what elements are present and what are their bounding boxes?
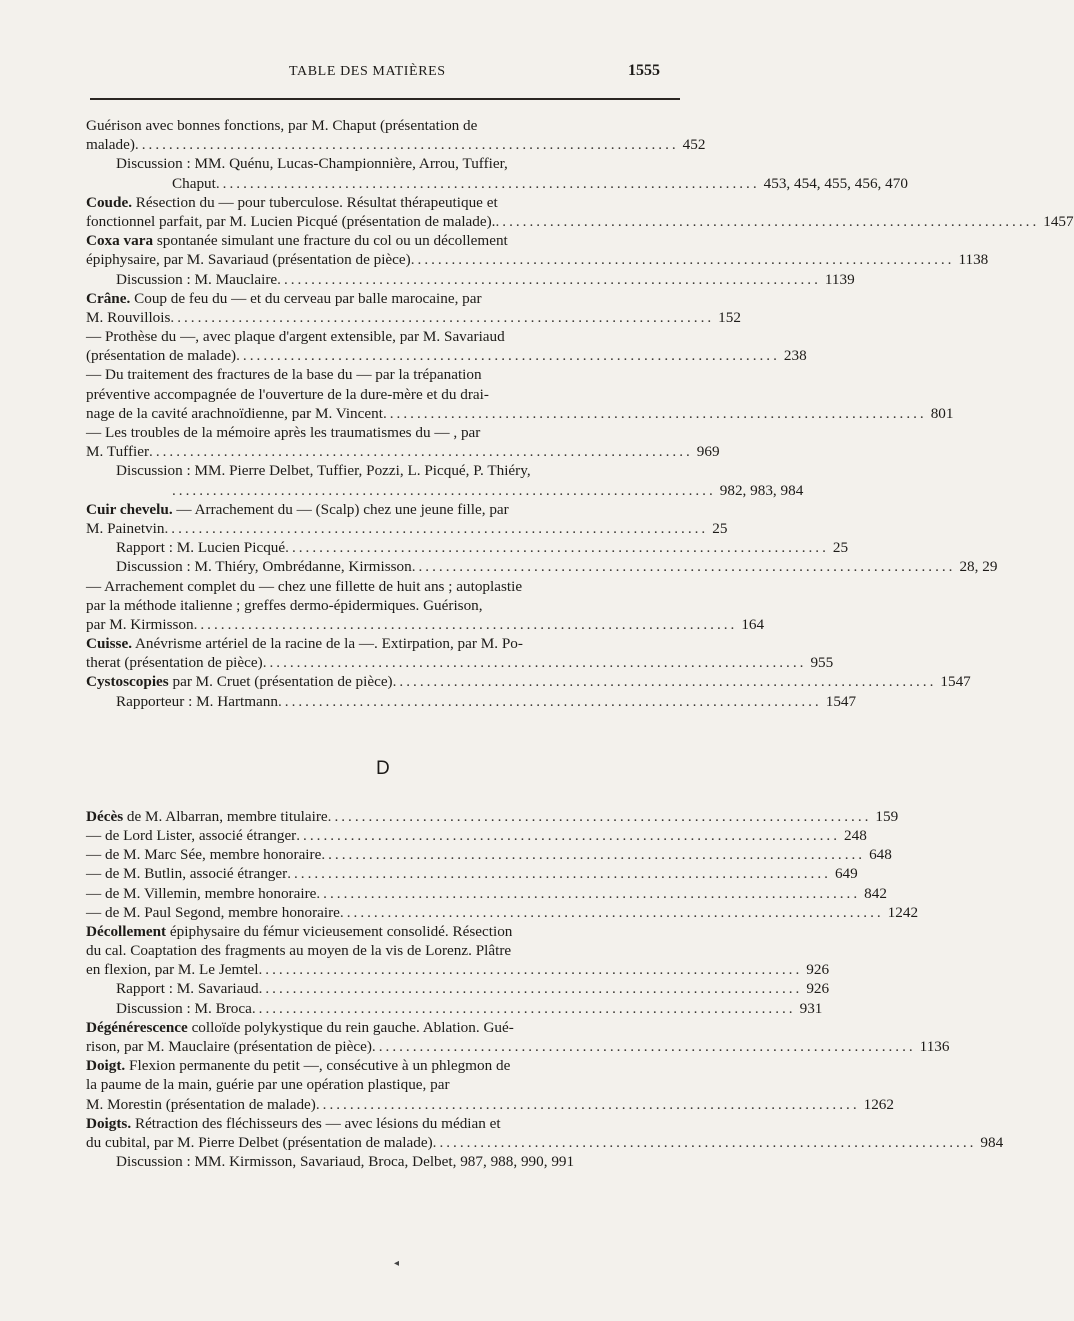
dot-leader: ................................................................................ (170, 308, 715, 326)
dot-leader: ................................................................................ (296, 826, 840, 844)
index-entry-line (86, 557, 998, 576)
entry-text: Décollement épiphysaire du fémur vicieusement consolidé. Résection (86, 922, 513, 940)
index-entry-line (86, 289, 686, 308)
entry-text: Discussion : M. Thiéry, Ombrédanne, Kirmisson (116, 558, 412, 576)
index-entry-line (86, 135, 706, 154)
entry-text: rison, par M. Mauclaire (présentation de pièce) (86, 1038, 372, 1055)
index-entry-line (86, 979, 830, 998)
entry-text: épiphysaire, par M. Savariaud (présentation de pièce) (86, 251, 411, 269)
page-reference: 969 (696, 443, 720, 461)
dot-leader: ................................................................................ (321, 846, 866, 864)
page-reference: 1138 (958, 251, 989, 269)
page-reference: 931 (799, 999, 823, 1017)
page-reference: 238 (783, 347, 807, 365)
index-entry-line (86, 864, 858, 883)
entry-text: M. Painetvin (86, 519, 165, 537)
index-entry-line (86, 999, 823, 1018)
page-reference: 1139 (824, 270, 855, 288)
section-gap (86, 711, 686, 730)
index-entry-line (86, 327, 686, 346)
page-reference: 1242 (887, 903, 919, 921)
page-number: 1555 (628, 62, 660, 79)
index-entry-line (86, 672, 971, 691)
index-entry-line (86, 308, 741, 327)
page-reference: 926 (806, 980, 830, 998)
page-reference: 842 (864, 884, 887, 902)
index-entry-line (86, 653, 834, 672)
entry-text: Discussion : MM. Pierre Delbet, Tuffier, Pozzi, L. Picqué, P. Thiéry, (116, 462, 531, 480)
entry-text: — Du traitement des fractures de la base du — par la trépanation (86, 366, 482, 384)
entry-text: — Arrachement complet du — chez une fillette de huit ans ; autoplastie (86, 577, 523, 595)
page-reference: 453, 454, 455, 456, 470 (763, 174, 908, 192)
entry-text: du cal. Coaptation des fragments au moyen de la vis de Lorenz. Plâtre (86, 942, 512, 960)
index-entry-line (86, 577, 686, 596)
dot-leader: ................................................................................ (432, 1133, 977, 1151)
index-entry-line (86, 1095, 894, 1114)
entry-text: Chaput (172, 174, 216, 192)
page-reference: 452 (682, 136, 706, 154)
entry-text: Décès de M. Albarran, membre titulaire (86, 807, 328, 825)
section-letter: D (376, 758, 390, 779)
index-entry-line (86, 941, 686, 960)
dot-leader: ................................................................................ (262, 654, 807, 672)
dot-leader: ................................................................................ (410, 251, 955, 269)
index-entry-line (86, 212, 1074, 231)
entry-text: nage de la cavité arachnoïdienne, par M. Vincent (86, 404, 383, 422)
entry-text: Doigt. Flexion permanente du petit —, consécutive à un phlegmon de (86, 1057, 511, 1075)
entry-text: Cuisse. Anévrisme artériel de la racine de la —. Extirpation, par M. Po- (86, 635, 523, 653)
index-entry-line (86, 385, 686, 404)
entry-text: par M. Kirmisson (86, 615, 194, 633)
dot-leader: ................................................................................ (258, 961, 803, 979)
index-entry-line (86, 538, 849, 557)
dot-leader: ................................................................................ (339, 903, 884, 921)
page-reference: 25 (712, 519, 728, 537)
entry-text: du cubital, par M. Pierre Delbet (présentation de malade) (86, 1133, 433, 1151)
entry-text: M. Rouvillois (86, 308, 171, 326)
index-entry-line (86, 1152, 686, 1171)
dot-leader: ................................................................................ (164, 519, 709, 537)
index-entry-line (86, 1114, 686, 1133)
dot-leader: ................................................................................ (327, 807, 872, 825)
entry-text: Doigts. Rétraction des fléchisseurs des — avec lésions du médian et (86, 1114, 501, 1132)
dot-leader: ................................................................................ (149, 443, 693, 461)
index-entry-line (86, 423, 686, 442)
entry-text: la paume de la main, guérie par une opération plastique, par (86, 1076, 450, 1094)
dot-leader: ................................................................................ (134, 136, 679, 154)
dot-leader: ................................................................................ (285, 539, 829, 557)
index-entry-line (86, 596, 686, 615)
index-entry-line (86, 1018, 686, 1037)
dot-leader: ................................................................................ (258, 980, 803, 998)
index-entry-line (86, 634, 686, 653)
footer-mark: ◂ (394, 1258, 400, 1269)
index-entry-line (86, 1056, 686, 1075)
section-gap (86, 788, 686, 807)
index-entry-line (86, 922, 686, 941)
index-entry-line (86, 116, 686, 135)
index-entry-line (86, 365, 686, 384)
entry-text: Discussion : MM. Quénu, Lucas-Championnière, Arrou, Tuffier, (116, 155, 508, 173)
entry-text: M. Morestin (présentation de malade) (86, 1095, 316, 1113)
dot-leader: ................................................................................ (287, 865, 831, 883)
dot-leader: ................................................................................ (215, 174, 760, 192)
entry-text: Rapport : M. Lucien Picqué (116, 539, 286, 557)
entry-text: therat (présentation de pièce) (86, 654, 263, 672)
dot-leader: ................................................................................ (371, 1038, 916, 1055)
entry-text: Cystoscopies par M. Cruet (présentation de pièce) (86, 673, 393, 691)
page-reference: 648 (869, 846, 892, 864)
index-entry-line (86, 519, 728, 538)
entry-text: — de M. Villemin, membre honoraire (86, 884, 317, 902)
index-entry-line (86, 481, 804, 500)
page-reference: 28, 29 (959, 558, 998, 576)
entry-text: fonctionnel parfait, par M. Lucien Picqué (présentation de malade). (86, 212, 496, 230)
dot-leader: ................................................................................ (315, 1095, 860, 1113)
entry-text: Cuir chevelu. — Arrachement du — (Scalp) chez une jeune fille, par (86, 500, 509, 518)
entry-text: Discussion : M. Broca (116, 999, 252, 1017)
entry-text: — de Lord Lister, associé étranger (86, 826, 297, 844)
page-reference: 1547 (825, 692, 857, 710)
index-entry-line (86, 174, 908, 193)
index-entry-line (86, 960, 830, 979)
entry-text: Discussion : MM. Kirmisson, Savariaud, Broca, Delbet, 987, 988, 990, 991 (116, 1153, 575, 1171)
entry-text: M. Tuffier (86, 443, 150, 461)
entry-text: Coude. Résection du — pour tuberculose. Résultat thérapeutique et (86, 193, 498, 211)
section-gap (86, 730, 686, 749)
dot-leader: ................................................................................ (411, 558, 956, 576)
index-entry-line (86, 231, 686, 250)
index-entry-line (86, 461, 686, 480)
dot-leader: ................................................................................ (172, 481, 716, 499)
running-head (0, 62, 800, 84)
index-entry-line (86, 346, 807, 365)
index-entry-line (86, 270, 855, 289)
index-entry-line (86, 193, 686, 212)
entry-text: Coxa vara spontanée simulant une fracture du col ou un décollement (86, 232, 508, 250)
index-entry-line (86, 845, 892, 864)
entry-text: Rapport : M. Savariaud (116, 980, 259, 998)
page-reference: 25 (832, 539, 849, 557)
page-reference: 248 (844, 826, 867, 844)
page-reference: 801 (930, 404, 954, 422)
page-reference: 1547 (940, 673, 971, 691)
index-entry-line (86, 250, 989, 269)
entry-text: Discussion : M. Mauclaire (116, 270, 278, 288)
page-reference: 926 (806, 961, 830, 979)
index-entry-line (86, 903, 919, 922)
index-entry-line (86, 1037, 950, 1056)
index-entry-line (86, 1075, 686, 1094)
dot-leader: ................................................................................ (495, 212, 1040, 230)
page-reference: 649 (834, 865, 858, 883)
dot-leader: ................................................................................ (277, 692, 822, 710)
entry-text: Rapporteur : M. Hartmann (116, 692, 278, 710)
index-entry-line (86, 692, 857, 711)
dot-leader: ................................................................................ (392, 673, 937, 691)
page-reference: 984 (980, 1133, 1004, 1151)
entry-text: — Les troubles de la mémoire après les traumatismes du — , par (86, 424, 481, 441)
index-entry-line (86, 442, 720, 461)
page-reference: 982, 983, 984 (719, 481, 804, 499)
entry-text: — de M. Butlin, associé étranger (86, 865, 288, 883)
entry-text: par la méthode italienne ; greffes dermo-épidermiques. Guérison, (86, 596, 483, 614)
page-reference: 955 (810, 654, 834, 672)
page-reference: 1262 (863, 1095, 894, 1113)
index-entry-line (86, 154, 686, 173)
dot-leader: ................................................................................ (277, 270, 821, 288)
entry-text: (présentation de malade) (86, 347, 237, 365)
running-head-title: TABLE DES MATIÈRES (289, 64, 446, 79)
page-reference: 159 (875, 807, 899, 825)
page-reference: 164 (741, 615, 765, 633)
index-entry-line (86, 500, 686, 519)
entry-text: — de M. Marc Sée, membre honoraire (86, 846, 322, 864)
header-rule (90, 98, 680, 100)
dot-leader: ................................................................................ (251, 999, 796, 1017)
dot-leader: ................................................................................ (236, 347, 780, 365)
entry-text: Dégénérescence colloïde polykystique du rein gauche. Ablation. Gué- (86, 1018, 514, 1036)
entry-text: Crâne. Coup de feu du — et du cerveau par balle marocaine, par (86, 289, 482, 307)
page-reference: 152 (718, 308, 741, 326)
index-body (86, 116, 1074, 1171)
entry-text: — de M. Paul Segond, membre honoraire (86, 903, 340, 921)
dot-leader: ................................................................................ (382, 404, 927, 422)
index-entry-line (86, 884, 887, 903)
entry-text: préventive accompagnée de l'ouverture de la dure-mère et du drai- (86, 385, 489, 403)
page-reference: 1457 (1043, 212, 1074, 230)
index-entry-line (86, 826, 867, 845)
index-entry-line (86, 404, 954, 423)
index-entry-line (86, 615, 765, 634)
entry-text: — Prothèse du —, avec plaque d'argent extensible, par M. Savariaud (86, 328, 505, 346)
index-entry-line (86, 807, 899, 826)
dot-leader: ................................................................................ (193, 615, 738, 633)
dot-leader: ................................................................................ (316, 884, 861, 902)
entry-text: malade) (86, 136, 135, 154)
entry-text: Guérison avec bonnes fonctions, par M. Chaput (présentation de (86, 117, 478, 134)
entry-text: en flexion, par M. Le Jemtel (86, 961, 259, 979)
page-reference: 1136 (919, 1038, 950, 1055)
index-entry-line (86, 1133, 1004, 1152)
